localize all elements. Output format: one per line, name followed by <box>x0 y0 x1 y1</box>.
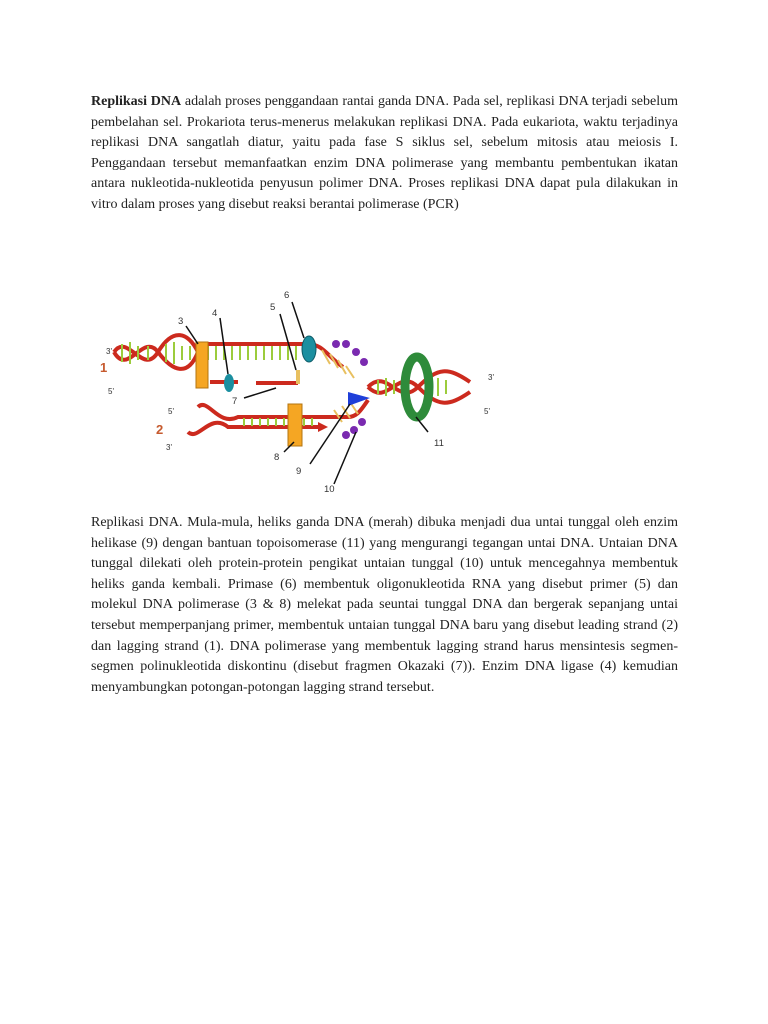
end-label: 5' <box>108 387 114 396</box>
end-label: 3' <box>166 443 172 452</box>
intro-term: Replikasi DNA <box>91 94 182 109</box>
strand-label-2: 2 <box>156 422 164 437</box>
end-label: 5' <box>484 407 490 416</box>
intro-paragraph <box>91 92 678 216</box>
callout-5: 5 <box>270 302 276 313</box>
callout-lines <box>186 302 428 484</box>
rna-primer <box>296 370 300 384</box>
callout-7: 7 <box>232 396 238 407</box>
strand-label-1: 1 <box>100 360 108 375</box>
dna-polymerase-8 <box>288 404 302 446</box>
dna-replication-diagram <box>98 282 510 498</box>
right-helix <box>368 371 470 402</box>
end-label: 3' <box>488 373 494 382</box>
upper-strand <box>198 344 354 383</box>
callout-11: 11 <box>434 438 444 449</box>
callout-6: 6 <box>284 290 290 301</box>
end-label: 3' <box>106 347 112 356</box>
dna-polymerase-3 <box>196 342 208 388</box>
callout-10: 10 <box>324 484 335 495</box>
diagram-svg <box>98 282 510 498</box>
left-helix-top <box>114 335 198 369</box>
end-label: 5' <box>168 407 174 416</box>
callout-4: 4 <box>212 308 218 319</box>
callout-3: 3 <box>178 316 184 327</box>
callout-9: 9 <box>296 466 302 477</box>
caption-paragraph: Replikasi DNA. Mula-mula, heliks ganda DNA (merah) dibuka menjadi dua untai tunggal oleh enzim helikase (9) dengan bantuan topoisomerase (11) yang mengurangi tegangan untai DNA. Untaian DNA tunggal dilekati oleh protein-protein pengikat untaian tunggal (10) untuk mencegahnya membentuk heliks ganda kembali. Primase (6) membentuk oligonukleotida RNA yang disebut primer (5) dan molekul DNA polimerase (3 & 8) melekat pada seuntai tunggal DNA dan bergerak sepanjang untai tersebut memperpanjang primer, membentuk untaian tunggal DNA baru yang disebut leading strand (2) dan lagging strand (1). DNA polimerase yang membentuk lagging strand harus mensintesis segmen-segmen polinukleotida diskontinu (disebut fragmen Okazaki (7)). Enzim DNA ligase (4) kemudian menyambungkan potongan-potongan lagging strand tersebut. <box>91 515 678 695</box>
primase <box>302 336 316 362</box>
dna-ligase <box>224 374 234 392</box>
callout-8: 8 <box>274 452 280 463</box>
intro-text: adalah proses penggandaan rantai ganda DNA. Pada sel, replikasi DNA terjadi sebelum pembelahan sel. Prokariota terus-menerus melakukan replikasi DNA. Pada eukariota, waktu terjadinya replikasi DNA sangatlah diatur, yaitu pada fase S siklus sel, sebelum mitosis atau meiosis I. Penggandaan tersebut memanfaatkan enzim DNA polimerase yang membantu pembentukan ikatan antara nukleotida-nukleotida penyusun polimer DNA. Proses replikasi DNA dapat pula dilakukan in vitro dalam proses yang disebut reaksi berantai polimerase (PCR) <box>91 94 678 212</box>
